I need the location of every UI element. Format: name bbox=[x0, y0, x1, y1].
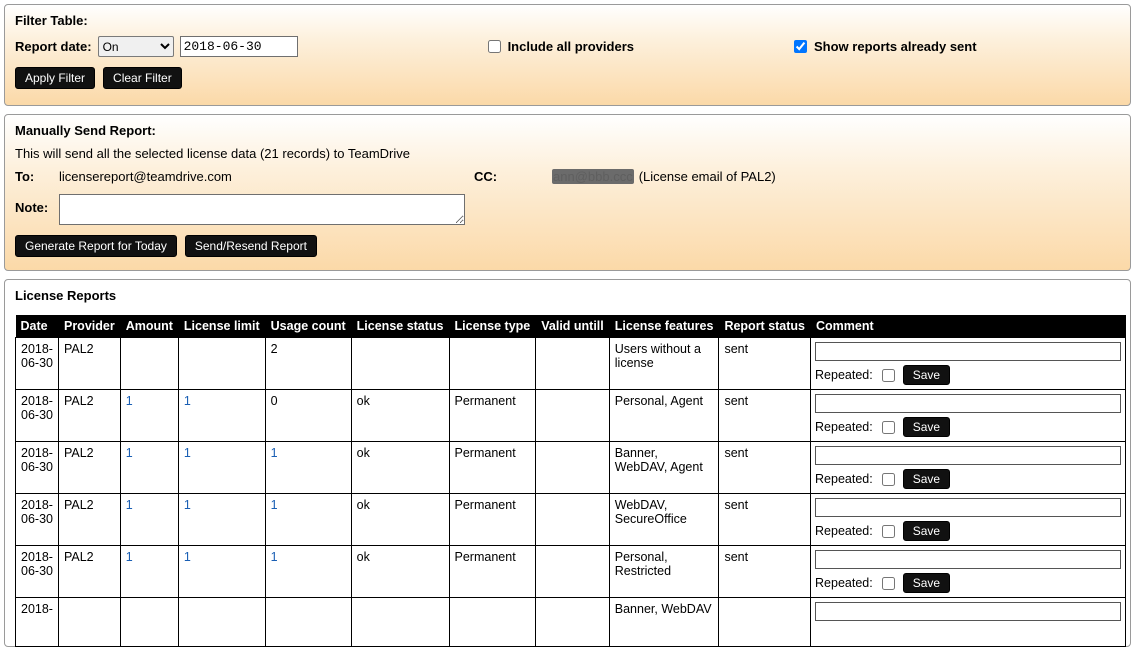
manual-description: This will send all the selected license data (21 records) to TeamDrive bbox=[15, 146, 410, 161]
license-reports-table bbox=[15, 315, 1126, 647]
cell-license-limit[interactable]: 1 bbox=[178, 494, 265, 546]
cell-license-type bbox=[449, 338, 536, 390]
column-header-license-type[interactable]: License type bbox=[449, 315, 536, 338]
column-header-amount[interactable]: Amount bbox=[120, 315, 178, 338]
comment-input[interactable] bbox=[815, 602, 1121, 621]
cell-date: 2018-06-30 bbox=[16, 390, 59, 442]
repeated-group bbox=[815, 573, 1121, 593]
filter-panel-title: Filter Table: bbox=[15, 13, 88, 28]
note-textarea[interactable] bbox=[59, 194, 465, 225]
save-button[interactable]: Save bbox=[903, 521, 950, 541]
save-button[interactable]: Save bbox=[903, 573, 950, 593]
table-row bbox=[16, 546, 1126, 598]
filter-controls-row bbox=[5, 32, 1130, 57]
report-date-label: Report date: bbox=[15, 39, 92, 54]
save-button[interactable]: Save bbox=[903, 417, 950, 437]
cell-report-status: sent bbox=[719, 390, 811, 442]
table-row bbox=[16, 598, 1126, 647]
column-header-license-limit[interactable]: License limit bbox=[178, 315, 265, 338]
repeated-checkbox[interactable] bbox=[882, 525, 895, 538]
repeated-group bbox=[815, 469, 1121, 489]
cell-license-limit[interactable]: 1 bbox=[178, 546, 265, 598]
comment-input[interactable] bbox=[815, 498, 1121, 517]
note-row bbox=[5, 184, 1130, 225]
column-header-license-status[interactable]: License status bbox=[351, 315, 449, 338]
cell-amount[interactable]: 1 bbox=[120, 494, 178, 546]
cell-date: 2018-06-30 bbox=[16, 338, 59, 390]
report-date-input[interactable] bbox=[180, 36, 298, 57]
repeated-group bbox=[815, 365, 1121, 385]
cell-license-type: Permanent bbox=[449, 546, 536, 598]
include-all-providers-group[interactable] bbox=[488, 39, 634, 54]
comment-input[interactable] bbox=[815, 394, 1121, 413]
show-reports-sent-label: Show reports already sent bbox=[814, 39, 977, 54]
cell-license-status: ok bbox=[351, 390, 449, 442]
table-body bbox=[16, 338, 1126, 647]
cell-valid-untill bbox=[536, 442, 610, 494]
table-row bbox=[16, 390, 1126, 442]
cc-redacted-address: ann@bbb.ccc bbox=[553, 169, 633, 184]
cell-license-status: ok bbox=[351, 546, 449, 598]
table-row bbox=[16, 442, 1126, 494]
filter-buttons-row bbox=[5, 57, 1130, 89]
repeated-checkbox[interactable] bbox=[882, 421, 895, 434]
filter-table-panel bbox=[4, 4, 1131, 106]
cell-license-limit bbox=[178, 598, 265, 647]
cell-license-status: ok bbox=[351, 494, 449, 546]
cell-date: 2018-06-30 bbox=[16, 494, 59, 546]
save-button[interactable]: Save bbox=[903, 365, 950, 385]
cell-report-status: sent bbox=[719, 546, 811, 598]
repeated-label: Repeated: bbox=[815, 576, 873, 590]
cell-comment bbox=[811, 338, 1126, 390]
column-header-comment[interactable]: Comment bbox=[811, 315, 1126, 338]
table-header-row bbox=[16, 315, 1126, 338]
cell-amount bbox=[120, 598, 178, 647]
generate-report-today-button[interactable]: Generate Report for Today bbox=[15, 235, 177, 257]
send-resend-report-button[interactable]: Send/Resend Report bbox=[185, 235, 317, 257]
recipients-row bbox=[5, 161, 1130, 184]
cell-license-limit[interactable]: 1 bbox=[178, 390, 265, 442]
cell-license-status: ok bbox=[351, 442, 449, 494]
manual-buttons-row bbox=[5, 225, 1130, 257]
cell-license-type: Permanent bbox=[449, 390, 536, 442]
cell-provider: PAL2 bbox=[58, 338, 120, 390]
license-reports-panel bbox=[4, 279, 1131, 647]
cell-license-limit bbox=[178, 338, 265, 390]
cell-license-limit[interactable]: 1 bbox=[178, 442, 265, 494]
cell-provider: PAL2 bbox=[58, 494, 120, 546]
cell-comment bbox=[811, 390, 1126, 442]
cell-report-status: sent bbox=[719, 442, 811, 494]
cell-provider: PAL2 bbox=[58, 442, 120, 494]
to-label: To: bbox=[15, 169, 35, 184]
cell-usage-count[interactable]: 1 bbox=[265, 546, 351, 598]
column-header-valid-untill[interactable]: Valid untill bbox=[536, 315, 610, 338]
repeated-checkbox[interactable] bbox=[882, 473, 895, 486]
cell-license-type: Permanent bbox=[449, 442, 536, 494]
cell-provider bbox=[58, 598, 120, 647]
report-date-mode-select[interactable] bbox=[98, 36, 174, 57]
cell-comment bbox=[811, 442, 1126, 494]
cell-valid-untill bbox=[536, 494, 610, 546]
clear-filter-button[interactable]: Clear Filter bbox=[103, 67, 182, 89]
show-reports-sent-checkbox[interactable] bbox=[794, 40, 807, 53]
cell-usage-count: 0 bbox=[265, 390, 351, 442]
manual-panel-title: Manually Send Report: bbox=[15, 123, 156, 138]
cell-comment bbox=[811, 598, 1126, 647]
cell-valid-untill bbox=[536, 546, 610, 598]
cell-amount[interactable]: 1 bbox=[120, 390, 178, 442]
table-row bbox=[16, 494, 1126, 546]
include-all-providers-checkbox[interactable] bbox=[488, 40, 501, 53]
cell-date: 2018-06-30 bbox=[16, 546, 59, 598]
cell-date: 2018- bbox=[16, 598, 59, 647]
cell-valid-untill bbox=[536, 338, 610, 390]
cell-license-features: Banner, WebDAV, Agent bbox=[609, 442, 719, 494]
cell-license-features: Users without a license bbox=[609, 338, 719, 390]
repeated-group bbox=[815, 417, 1121, 437]
cell-amount[interactable]: 1 bbox=[120, 546, 178, 598]
cell-report-status bbox=[719, 598, 811, 647]
cell-comment bbox=[811, 494, 1126, 546]
cell-usage-count[interactable]: 1 bbox=[265, 494, 351, 546]
repeated-checkbox[interactable] bbox=[882, 577, 895, 590]
cell-usage-count[interactable]: 1 bbox=[265, 442, 351, 494]
apply-filter-button[interactable]: Apply Filter bbox=[15, 67, 95, 89]
manually-send-report-panel bbox=[4, 114, 1131, 271]
cell-provider: PAL2 bbox=[58, 546, 120, 598]
cell-amount bbox=[120, 338, 178, 390]
repeated-checkbox[interactable] bbox=[882, 369, 895, 382]
cell-valid-untill bbox=[536, 390, 610, 442]
repeated-label: Repeated: bbox=[815, 472, 873, 486]
comment-input[interactable] bbox=[815, 446, 1121, 465]
cc-label: CC: bbox=[474, 169, 498, 184]
cell-report-status: sent bbox=[719, 494, 811, 546]
column-header-provider[interactable]: Provider bbox=[58, 315, 120, 338]
repeated-group bbox=[815, 521, 1121, 541]
cell-comment bbox=[811, 546, 1126, 598]
repeated-label: Repeated: bbox=[815, 368, 873, 382]
cell-usage-count bbox=[265, 598, 351, 647]
cell-license-status bbox=[351, 598, 449, 647]
cell-valid-untill bbox=[536, 598, 610, 647]
cell-usage-count: 2 bbox=[265, 338, 351, 390]
to-value: licensereport@teamdrive.com bbox=[59, 169, 232, 184]
cell-license-features: Personal, Restricted bbox=[609, 546, 719, 598]
cell-license-type: Permanent bbox=[449, 494, 536, 546]
column-header-report-status[interactable]: Report status bbox=[719, 315, 811, 338]
comment-input[interactable] bbox=[815, 342, 1121, 361]
cc-suffix: (License email of PAL2) bbox=[638, 169, 776, 184]
column-header-license-features[interactable]: License features bbox=[609, 315, 719, 338]
repeated-label: Repeated: bbox=[815, 420, 873, 434]
cell-license-features: WebDAV, SecureOffice bbox=[609, 494, 719, 546]
comment-input[interactable] bbox=[815, 550, 1121, 569]
note-label: Note: bbox=[15, 200, 49, 215]
repeated-label: Repeated: bbox=[815, 524, 873, 538]
show-reports-sent-group[interactable] bbox=[794, 39, 977, 54]
cell-date: 2018-06-30 bbox=[16, 442, 59, 494]
cell-report-status: sent bbox=[719, 338, 811, 390]
license-reports-title: License Reports bbox=[15, 288, 117, 303]
save-button[interactable]: Save bbox=[903, 469, 950, 489]
include-all-providers-label: Include all providers bbox=[507, 39, 634, 54]
cell-license-features: Personal, Agent bbox=[609, 390, 719, 442]
cell-license-type bbox=[449, 598, 536, 647]
cell-license-status bbox=[351, 338, 449, 390]
column-header-usage-count[interactable]: Usage count bbox=[265, 315, 351, 338]
table-row bbox=[16, 338, 1126, 390]
cell-provider: PAL2 bbox=[58, 390, 120, 442]
cell-amount[interactable]: 1 bbox=[120, 442, 178, 494]
cell-license-features: Banner, WebDAV bbox=[609, 598, 719, 647]
column-header-date[interactable]: Date bbox=[16, 315, 59, 338]
